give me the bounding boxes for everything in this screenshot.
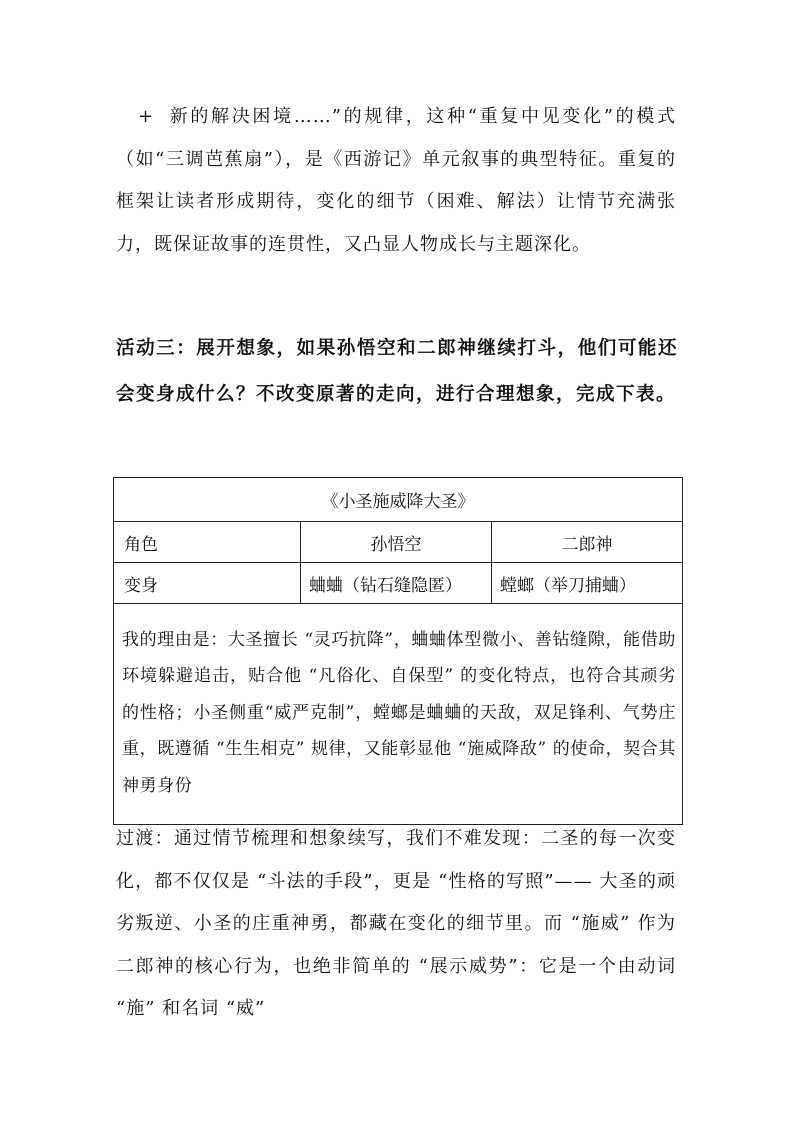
transformation-table [113,477,683,825]
table-transform-row [114,563,683,604]
activity-heading: 活动三：展开想象，如果孙悟空和二郎神继续打斗，他们可能还会变身成什么？不改变原著的走向，进行合理想象，完成下表。 [116,338,678,405]
plus-bullet: + [138,106,155,127]
transform-sunwukong-cell: 蛐蛐（钻石缝隐匿） [301,563,492,604]
table-title-row [114,478,683,522]
table-reason-row [114,604,683,825]
table-title: 《小圣施威降大圣》 [114,478,683,522]
table-header-row [114,522,683,563]
header-erlangshen-cell: 二郎神 [492,522,683,563]
transform-erlangshen-cell: 螳螂（举刀捕蛐） [492,563,683,604]
intro-paragraph-text: 新的解决困境……”的规律，这种“重复中见变化”的模式（如“三调芭蕉扇”），是《西游记》单元叙事的典型特征。重复的框架让读者形成期待，变化的细节（困难、解法）让情节充满张力，既保证故事的连贯性，又凸显人物成长与主题深化。 [116,106,676,255]
intro-paragraph [116,96,676,266]
transition-paragraph: 过渡：通过情节梳理和想象续写，我们不难发现：二圣的每一次变化，都不仅仅是 “斗法的手段”，更是 “性格的写照”—— 大圣的顽劣叛逆、小圣的庄重神勇，都藏在变化的细节里。而 “施威” 作为二郎神的核心行为，也绝非简单的 “展示威势”：它是一个由动词 “施” 和名词 “威” [116,828,676,1019]
transform-label-cell: 变身 [114,563,301,604]
header-label-cell: 角色 [114,522,301,563]
reason-cell: 我的理由是：大圣擅长 “灵巧抗降”，蛐蛐体型微小、善钻缝隙，能借助环境躲避追击，贴合他 “凡俗化、自保型” 的变化特点，也符合其顽劣的性格；小圣侧重“威严克制”，螳螂是蛐蛐的天敌，双足锋利、气势庄重，既遵循 “生生相克” 规律，又能彰显他 “施威降敌” 的使命，契合其神勇身份 [114,604,683,825]
header-sunwukong-cell: 孙悟空 [301,522,492,563]
